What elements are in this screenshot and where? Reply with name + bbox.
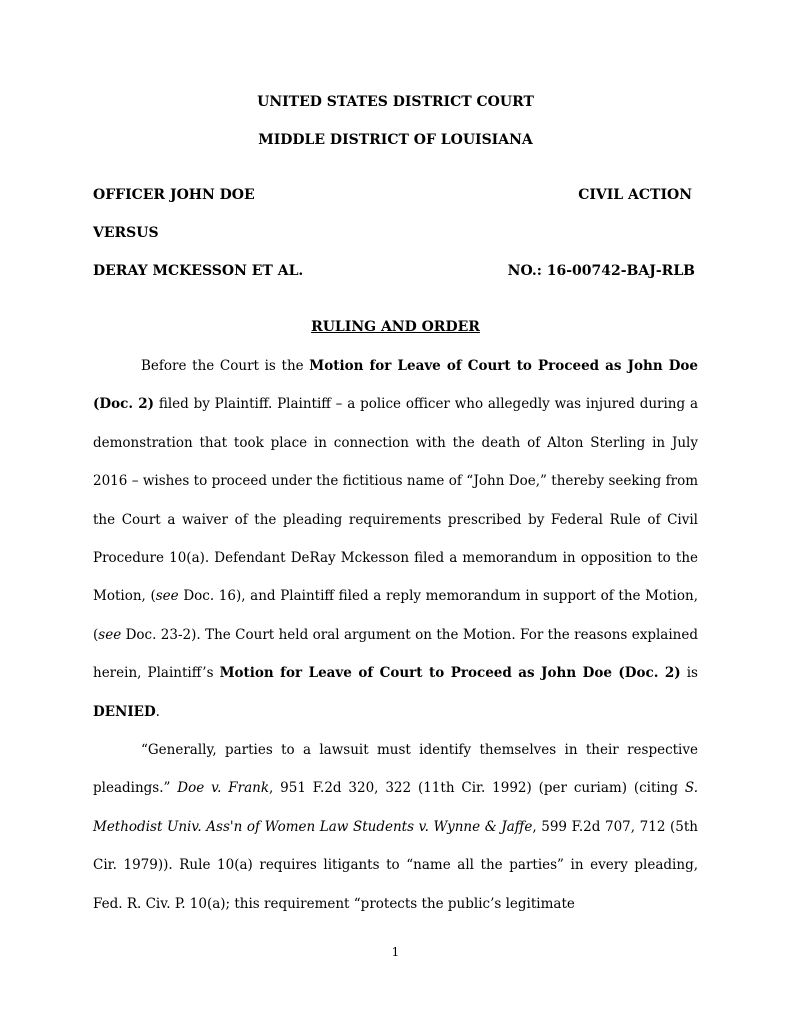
text-segment: , 951 F.2d 320, 322 (11th Cir. 1992) (per curiam) (citing — [269, 780, 685, 797]
action-type: CIVIL ACTION — [578, 187, 692, 203]
ruling-denied: DENIED — [93, 703, 156, 720]
text-segment: Doc. 23-2). The Court held oral argument on the Motion. For the reasons explained herein, Plaintiff’s — [93, 626, 698, 682]
page-number: 1 — [391, 945, 400, 959]
versus-label: VERSUS — [93, 225, 159, 241]
paragraph-intro — [93, 347, 698, 731]
case-citation: S. Methodist Univ. Ass'n of Women Law Students v. Wynne & Jaffe — [93, 780, 698, 835]
district-name: MIDDLE DISTRICT OF LOUISIANA — [258, 132, 533, 148]
motion-reference: Motion for Leave of Court to Proceed as John Doe (Doc. 2) — [93, 358, 699, 413]
document-title: RULING AND ORDER — [311, 319, 480, 335]
plaintiff-name: OFFICER JOHN DOE — [93, 187, 255, 203]
text-segment: Doc. 16), and Plaintiff filed a reply memorandum in support of the Motion, ( — [93, 588, 698, 643]
caption-row-parties — [93, 187, 695, 207]
text-segment: “Generally, parties to a lawsuit must identify themselves in their respective pleadings.” — [93, 742, 698, 797]
text-segment: , 599 F.2d 707, 712 (5th Cir. 1979)). Rule 10(a) requires litigants to “name all the parties” in every pleading, Fed. R. Civ. P. 10(a); this requirement “protects the public’s legitimate — [93, 818, 698, 912]
document-body — [93, 347, 698, 923]
case-citation: Doe v. Frank — [177, 780, 269, 797]
text-segment: Before the Court is the — [141, 358, 310, 374]
court-name: UNITED STATES DISTRICT COURT — [257, 94, 534, 110]
caption-row-versus — [93, 225, 695, 245]
defendant-name: DERAY MCKESSON ET AL. — [93, 263, 304, 279]
caption-row-defendant — [93, 263, 695, 283]
motion-reference: Motion for Leave of Court to Proceed as John Doe (Doc. 2) — [219, 665, 681, 682]
text-segment: is — [680, 665, 698, 682]
paragraph-legal-standard — [93, 731, 698, 923]
signal-see: see — [98, 626, 122, 643]
signal-see: see — [155, 588, 179, 605]
case-number: NO.: 16-00742-BAJ-RLB — [507, 263, 695, 279]
text-segment: . — [155, 703, 160, 720]
text-segment: filed by Plaintiff. Plaintiff – a police officer who allegedly was injured during a demonstration that took place in connection with the death of Alton Sterling in July 2016 – wishes to proceed under the fictitious name of “John Doe,” thereby seeking from the Court a waiver of the pleading requirements prescribed by Federal Rule of Civil Procedure 10(a). Defendant DeRay Mckesson filed a memorandum in opposition to the Motion, ( — [93, 396, 698, 605]
